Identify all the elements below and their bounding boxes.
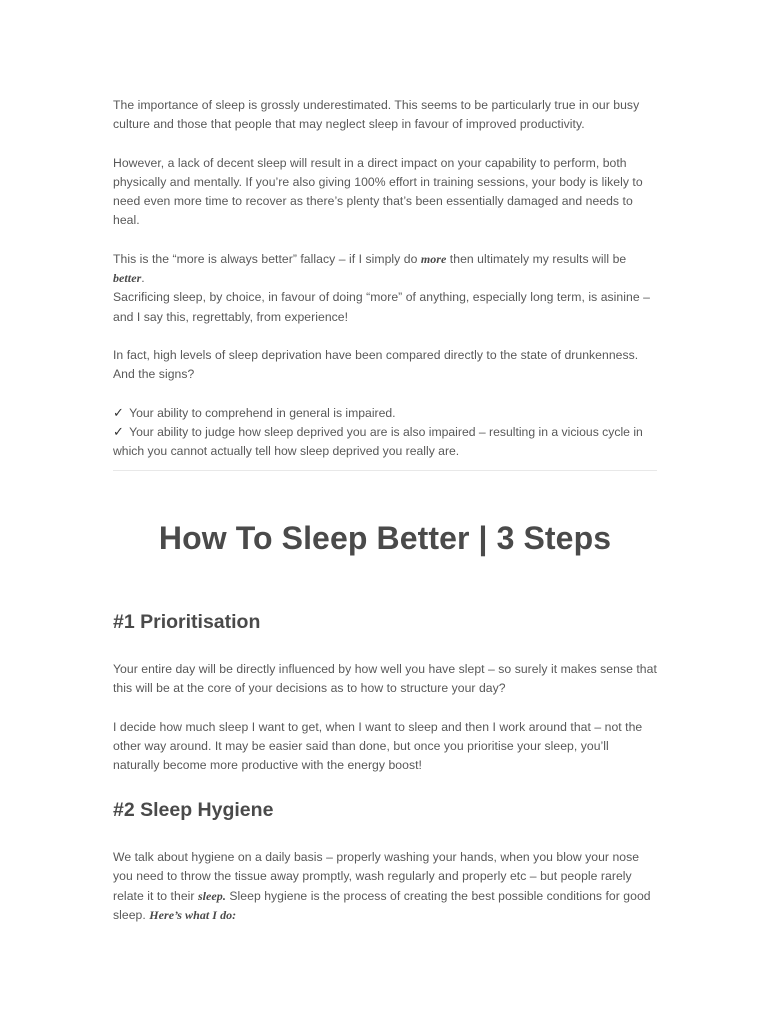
intro-content [113,96,657,461]
text-run: We talk about hygiene on a daily basis – properly washing your hands, when you blow your nose you need to throw the tissue away promptly, wash regularly and properly etc – but people rarely relate it to their [113,850,640,903]
checkmark-icon: ✓ [113,405,124,421]
emphasis-more: more [420,251,447,266]
intro-paragraph-3 [113,250,657,289]
emphasis-sleep: sleep. [197,888,226,903]
list-item-text: Your ability to comprehend in general is impaired. [129,405,396,420]
section-paragraph-2: I decide how much sleep I want to get, when I want to sleep and then I work around that – not the other way around. It may be easier said than done, but once you prioritise your sleep, you’ll naturally become more productive with the energy boost! [113,719,643,773]
text-run: . [141,271,145,286]
emphasis-heres-what-i-do: Here’s what I do: [149,907,237,922]
section-sleep-hygiene [113,797,657,944]
section-paragraph-1: Your entire day will be directly influenced by how well you have slept – so surely it makes sense that this will be at the core of your decisions as to how to structure your day? [113,662,657,696]
emphasis-better: better [113,271,142,286]
signs-list [113,404,657,462]
text-run: then ultimately my results will be [446,251,627,266]
page-title: How To Sleep Better | 3 Steps [158,520,612,556]
section-heading: #2 Sleep Hygiene [113,799,274,821]
intro-paragraph-5: In fact, high levels of sleep deprivation have been compared directly to the state of drunkenness. And the signs? [113,347,639,382]
intro-paragraph-1: The importance of sleep is grossly underestimated. This seems to be particularly true in our busy culture and those that people that may neglect sleep in favour of improved productivity. [113,98,640,132]
text-run: Sleep hygiene is the process of creating the best possible conditions for good sleep. [113,888,651,922]
section-paragraph-1 [113,848,657,925]
text-run: This is the “more is always better” fallacy – if I simply do [113,251,421,266]
section-heading: #1 Prioritisation [113,611,261,633]
checkmark-icon: ✓ [113,424,124,440]
list-item [113,404,657,423]
list-item [113,423,657,462]
intro-paragraph-2: However, a lack of decent sleep will result in a direct impact on your capability to perform, both physically and mentally. If you’re also giving 100% effort in training sessions, your body is likely to need even more time to recover as there’s plenty that’s been essentially damaged and needs to heal. [113,155,643,228]
list-item-text: Your ability to judge how sleep deprived you are is also impaired – resulting in a vicious cycle in which you cannot actually tell how sleep deprived you really are. [113,424,643,459]
section-divider [113,470,657,471]
section-prioritisation [113,609,657,794]
intro-paragraph-4: Sacrificing sleep, by choice, in favour of doing “more” of anything, especially long term, is asinine – and I say this, regrettably, from experience! [113,290,650,324]
